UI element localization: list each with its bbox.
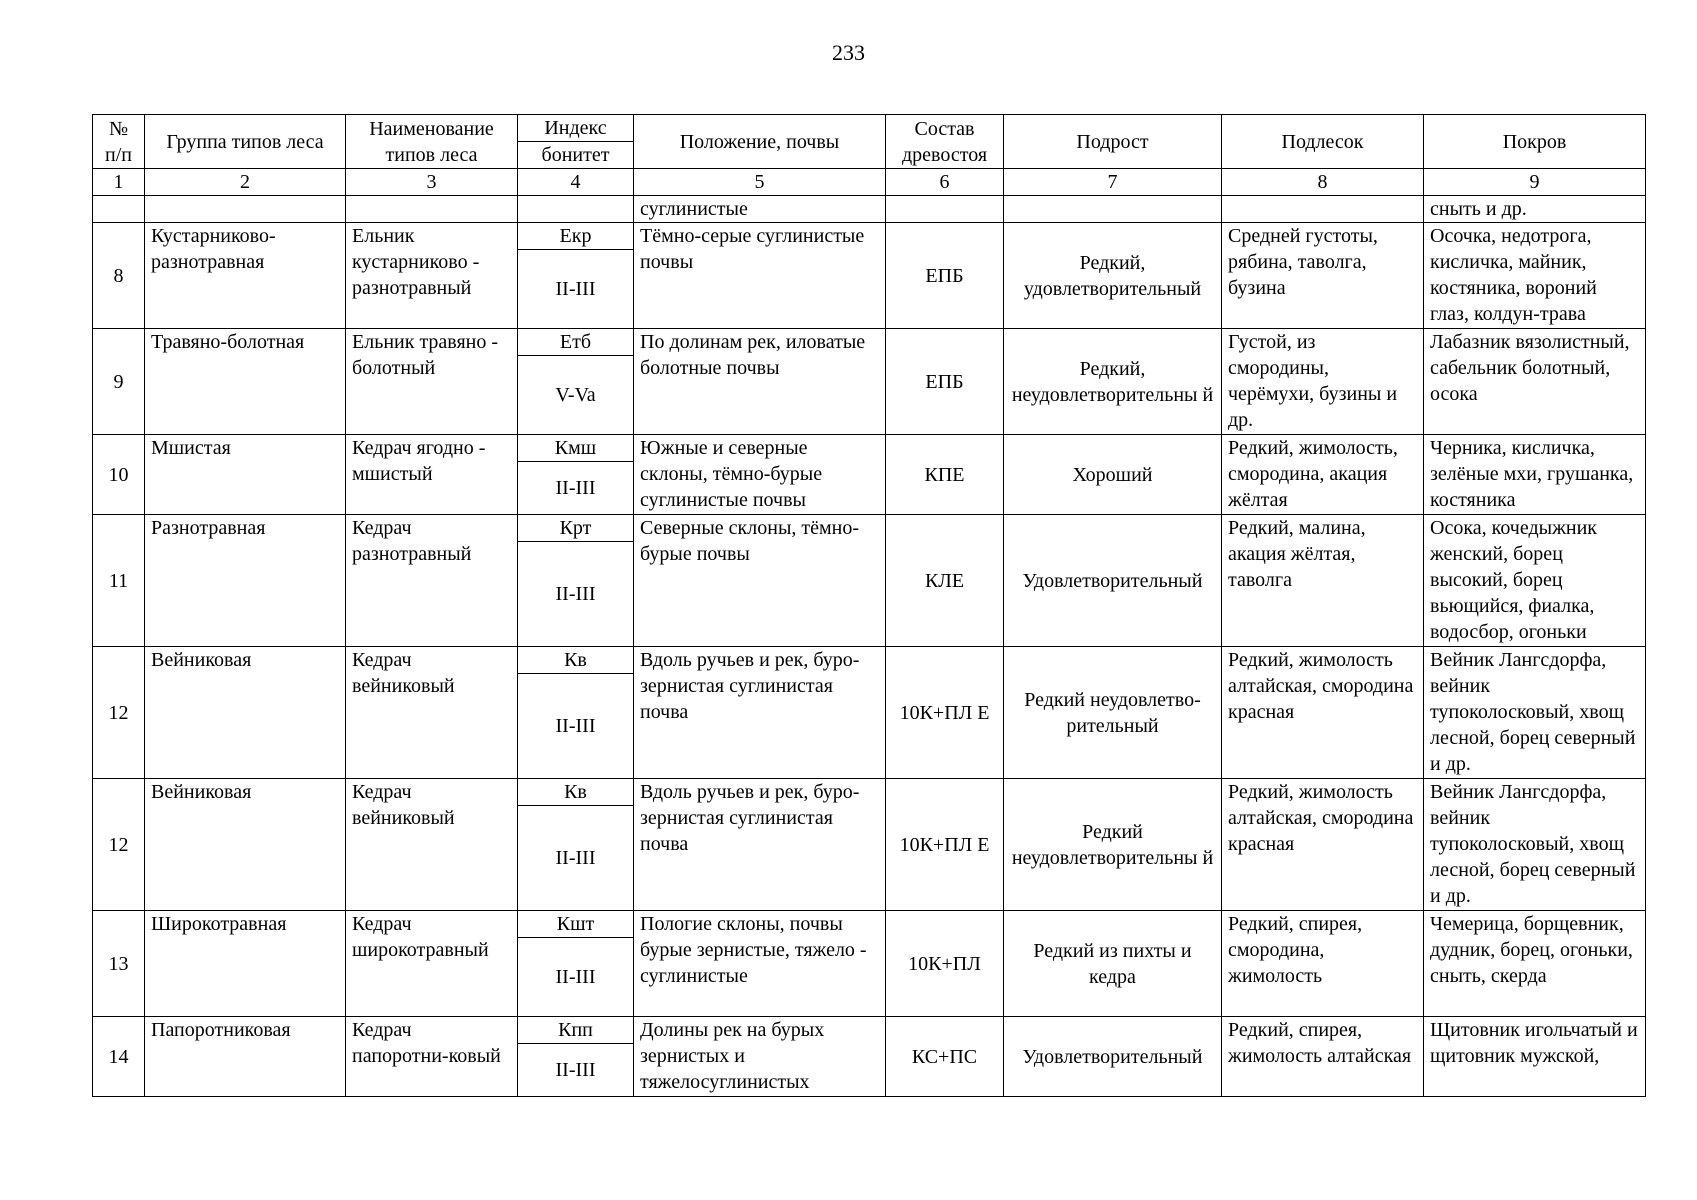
- row-name: Кедрач вейниковый: [346, 779, 518, 911]
- row-cover: Лабазник вязолистный, сабельник болотный, осока: [1424, 329, 1646, 435]
- row-cover: Вейник Лангсдорфа, вейник тупоколосковый, хвощ лесной, борец северный и др.: [1424, 779, 1646, 911]
- row-position: Тёмно-серые суглинистые почвы: [634, 223, 886, 329]
- row-composition: 10К+ПЛ: [886, 911, 1004, 1017]
- row-position: Долины рек на бурых зернистых и тяжелосуглинистых: [634, 1017, 886, 1097]
- row-name: Кедрач разнотравный: [346, 515, 518, 647]
- row-composition: 10К+ПЛ Е: [886, 647, 1004, 779]
- row-num: 10: [93, 435, 145, 515]
- column-numbers-row: [93, 169, 1646, 196]
- table-row: [93, 779, 1646, 806]
- header-name: Наименование типов леса: [346, 115, 518, 169]
- row-num: 14: [93, 1017, 145, 1097]
- column-number: 9: [1424, 169, 1646, 196]
- row-group: Разнотравная: [145, 515, 346, 647]
- row-composition: 10К+ПЛ Е: [886, 779, 1004, 911]
- row-underbrush: Редкий, спирея, смородина, жимолость: [1222, 911, 1424, 1017]
- row-cover: Чемерица, борщевник, дудник, борец, огоньки, сныть, скерда: [1424, 911, 1646, 1017]
- row-position: Вдоль ручьев и рек, буро-зернистая суглинистая почва: [634, 779, 886, 911]
- row-bonitet: II-III: [518, 542, 634, 647]
- row-group: Широкотравная: [145, 911, 346, 1017]
- table-row: [93, 1017, 1646, 1044]
- row-num: 9: [93, 329, 145, 435]
- table-row: [93, 329, 1646, 356]
- row-index: Етб: [518, 329, 634, 356]
- continuation-empty: [346, 196, 518, 223]
- column-number: 1: [93, 169, 145, 196]
- header-bonitet: бонитет: [518, 142, 634, 169]
- row-undergrowth: Редкий, неудовлетворительны й: [1004, 329, 1222, 435]
- row-num: 13: [93, 911, 145, 1017]
- row-index: Кв: [518, 779, 634, 806]
- row-undergrowth: Редкий, удовлетворительный: [1004, 223, 1222, 329]
- row-cover: Вейник Лангсдорфа, вейник тупоколосковый, хвощ лесной, борец северный и др.: [1424, 647, 1646, 779]
- continuation-cover: сныть и др.: [1424, 196, 1646, 223]
- table-row: [93, 435, 1646, 462]
- row-position: Пологие склоны, почвы бурые зернистые, тяжело - суглинистые: [634, 911, 886, 1017]
- row-composition: ЕПБ: [886, 223, 1004, 329]
- column-number: 5: [634, 169, 886, 196]
- row-name: Кедрач вейниковый: [346, 647, 518, 779]
- row-num: 11: [93, 515, 145, 647]
- table-row: [93, 515, 1646, 542]
- header-position: Положение, почвы: [634, 115, 886, 169]
- row-position: Вдоль ручьев и рек, буро-зернистая суглинистая почва: [634, 647, 886, 779]
- row-name: Кедрач широкотравный: [346, 911, 518, 1017]
- header-underbrush: Подлесок: [1222, 115, 1424, 169]
- row-undergrowth: Редкий неудовлетво-рительный: [1004, 647, 1222, 779]
- row-composition: КПЕ: [886, 435, 1004, 515]
- row-position: По долинам рек, иловатые болотные почвы: [634, 329, 886, 435]
- row-group: Папоротниковая: [145, 1017, 346, 1097]
- row-composition: КЛЕ: [886, 515, 1004, 647]
- column-number: 3: [346, 169, 518, 196]
- column-number: 8: [1222, 169, 1424, 196]
- row-bonitet: V-Va: [518, 356, 634, 435]
- row-bonitet: II-III: [518, 806, 634, 911]
- row-undergrowth: Удовлетворительный: [1004, 515, 1222, 647]
- row-undergrowth: Редкий неудовлетворительны й: [1004, 779, 1222, 911]
- column-number: 6: [886, 169, 1004, 196]
- row-undergrowth: Хороший: [1004, 435, 1222, 515]
- row-index: Кшт: [518, 911, 634, 938]
- header-group: Группа типов леса: [145, 115, 346, 169]
- page-number: 233: [832, 40, 865, 65]
- row-cover: Осочка, недотрога, кисличка, майник, костяника, вороний глаз, колдун-трава: [1424, 223, 1646, 329]
- row-name: Ельник травяно - болотный: [346, 329, 518, 435]
- row-num: 8: [93, 223, 145, 329]
- row-position: Южные и северные склоны, тёмно-бурые суглинистые почвы: [634, 435, 886, 515]
- row-cover: Осока, кочедыжник женский, борец высокий, борец вьющийся, фиалка, водосбор, огоньки: [1424, 515, 1646, 647]
- column-number: 7: [1004, 169, 1222, 196]
- row-undergrowth: Редкий из пихты и кедра: [1004, 911, 1222, 1017]
- table-row: [93, 223, 1646, 250]
- row-bonitet: II-III: [518, 462, 634, 515]
- row-index: Кпп: [518, 1017, 634, 1044]
- row-name: Ельник кустарниково - разнотравный: [346, 223, 518, 329]
- row-underbrush: Редкий, жимолость, смородина, акация жёлтая: [1222, 435, 1424, 515]
- header-row: [93, 115, 1646, 142]
- column-number: 4: [518, 169, 634, 196]
- table-row: [93, 911, 1646, 938]
- header-composition: Состав древостоя: [886, 115, 1004, 169]
- row-index: Кв: [518, 647, 634, 674]
- row-bonitet: II-III: [518, 674, 634, 779]
- row-underbrush: Средней густоты, рябина, таволга, бузина: [1222, 223, 1424, 329]
- table-row: [93, 647, 1646, 674]
- row-group: Вейниковая: [145, 779, 346, 911]
- row-index: Кмш: [518, 435, 634, 462]
- row-name: Кедрач ягодно - мшистый: [346, 435, 518, 515]
- row-group: Вейниковая: [145, 647, 346, 779]
- row-composition: КС+ПС: [886, 1017, 1004, 1097]
- row-bonitet: II-III: [518, 1044, 634, 1097]
- continuation-row: [93, 196, 1646, 223]
- continuation-position: суглинистые: [634, 196, 886, 223]
- row-bonitet: II-III: [518, 938, 634, 1017]
- row-bonitet: II-III: [518, 250, 634, 329]
- row-position: Северные склоны, тёмно-бурые почвы: [634, 515, 886, 647]
- row-cover: Щитовник игольчатый и щитовник мужской,: [1424, 1017, 1646, 1097]
- row-group: Травяно-болотная: [145, 329, 346, 435]
- row-name: Кедрач папоротни-ковый: [346, 1017, 518, 1097]
- continuation-empty: [886, 196, 1004, 223]
- row-underbrush: Густой, из смородины, черёмухи, бузины и др.: [1222, 329, 1424, 435]
- row-index: Екр: [518, 223, 634, 250]
- row-undergrowth: Удовлетворительный: [1004, 1017, 1222, 1097]
- continuation-empty: [93, 196, 145, 223]
- row-composition: ЕПБ: [886, 329, 1004, 435]
- row-num: 12: [93, 647, 145, 779]
- header-cover: Покров: [1424, 115, 1646, 169]
- row-group: Мшистая: [145, 435, 346, 515]
- row-underbrush: Редкий, малина, акация жёлтая, таволга: [1222, 515, 1424, 647]
- continuation-empty: [1004, 196, 1222, 223]
- row-underbrush: Редкий, жимолость алтайская, смородина красная: [1222, 647, 1424, 779]
- forest-types-table: [92, 114, 1646, 1097]
- row-underbrush: Редкий, спирея, жимолость алтайская: [1222, 1017, 1424, 1097]
- header-index: Индекс: [518, 115, 634, 142]
- column-number: 2: [145, 169, 346, 196]
- row-underbrush: Редкий, жимолость алтайская, смородина красная: [1222, 779, 1424, 911]
- continuation-empty: [1222, 196, 1424, 223]
- continuation-empty: [145, 196, 346, 223]
- continuation-empty: [518, 196, 634, 223]
- row-num: 12: [93, 779, 145, 911]
- row-index: Крт: [518, 515, 634, 542]
- header-undergrowth: Подрост: [1004, 115, 1222, 169]
- header-num: № п/п: [93, 115, 145, 169]
- row-group: Кустарниково-разнотравная: [145, 223, 346, 329]
- row-cover: Черника, кисличка, зелёные мхи, грушанка, костяника: [1424, 435, 1646, 515]
